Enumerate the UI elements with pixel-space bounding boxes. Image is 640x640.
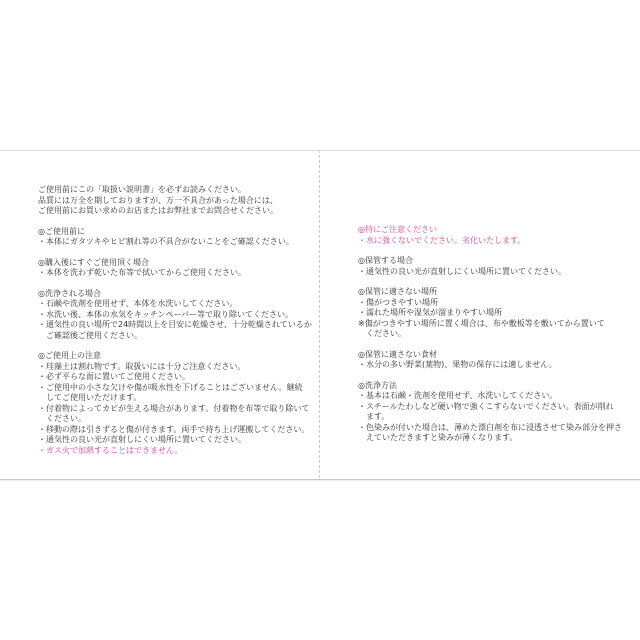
section-block <box>358 381 628 444</box>
section-block <box>358 225 628 246</box>
section-heading: ◎ご使用前に <box>38 226 85 236</box>
section-item: ・濡れた場所や湿気が溜まりやすい場所 <box>358 308 502 317</box>
section-item: ・付着物によってカビが生える場合があります。付着物を布等で取り除いて <box>38 403 310 413</box>
section-item: ・通気性の良い光が直射しにくい場所に置いてください。 <box>358 266 566 276</box>
section-heading: ◎保管する場合 <box>358 256 413 265</box>
right-column <box>358 225 628 454</box>
section-item: ・色染みが付いた場合は、薄めた漂白剤を布に浸透させて染み部分を押さ <box>358 422 622 432</box>
section-heading: ◎ご使用上の注意 <box>38 351 101 360</box>
intro-line: 品質には万全を期しておりますが、万一不具合があった場合には、 <box>38 195 278 205</box>
section-item: ・ガス火で加熱することはできません。 <box>38 445 183 455</box>
section-block <box>358 350 628 371</box>
section-item: ・通気性の良い場所で24時間以上を目安に乾燥させ、十分乾燥されているか <box>38 320 312 329</box>
section-block <box>358 256 628 277</box>
section-block <box>38 288 312 342</box>
section-item: ・珪藻土は割れ物です。取扱いには十分ご注意ください。 <box>38 361 246 371</box>
section-item: ※傷がつきやすい場所に置く場合は、布や敷板等を敷いてから置いて <box>358 318 605 328</box>
section-block <box>38 227 308 248</box>
left-column <box>38 185 312 466</box>
section-heading: ◎保管に適さない食材 <box>358 349 437 359</box>
section-item: ・水洗い後、本体の水気をキッチンペーパー等で取り除いてください。 <box>38 309 294 319</box>
section-item: ・移動の際は引きずると傷が付きます。両手で持ち上げ運搬してください。 <box>38 424 310 434</box>
section-item: ・水分の多い野菜(葉物)、果物の保存には適しません。 <box>358 360 557 369</box>
section-item: ・スチールたわしなど硬い物で強くこすらないでください。表面が削れ <box>358 401 614 411</box>
section-heading: ◎洗浄される場合 <box>38 288 101 298</box>
section-heading: ◎購入後にすぐご使用頂く場合 <box>38 257 149 267</box>
intro-paragraph <box>38 185 308 217</box>
section-item: ・本体を洗わず乾いた布等で拭いてからご使用ください。 <box>38 268 246 277</box>
section-item: ・水に強くないでください。劣化いたします。 <box>358 235 526 245</box>
section-item: ・傷がつきやすい場所 <box>358 297 438 307</box>
section-item: ・基本は石鹸・洗剤を使用せず、水洗いしてください。 <box>358 391 558 400</box>
section-item: ください。 <box>366 329 406 338</box>
section-item: ・必ず平らな面に置いてご使用ください。 <box>38 372 190 381</box>
section-block <box>38 258 308 279</box>
section-item: ・ご使用中の小さな欠けや傷が吸水性を下げることはございません。継続 <box>38 382 303 392</box>
section-block <box>358 287 628 340</box>
section-item: ご確認後ご使用ください。 <box>46 330 142 340</box>
section-item: ・本体にガタツキやヒビ割れ等の不具合がないことをご確認ください。 <box>38 237 294 246</box>
intro-line: ご使用前にこの「取扱い説明書」を必ずお読みください。 <box>38 185 246 194</box>
section-heading: ◎保管に適さない場所 <box>358 287 437 296</box>
section-heading: ◎特にご注意ください <box>358 225 437 234</box>
section-item: えていただきますと染みが薄くなります。 <box>366 433 518 442</box>
section-item: ください。 <box>46 414 86 423</box>
section-heading: ◎洗浄方法 <box>358 380 397 390</box>
section-item: してご使用いただけます。 <box>46 393 142 402</box>
fold-line <box>319 150 320 478</box>
section-item: ます。 <box>366 412 390 421</box>
section-item: ・石鹸や洗剤を使用せず、本体を水洗いしてください。 <box>38 299 238 308</box>
section-block <box>38 351 308 456</box>
intro-line: ご使用前にお買い求めのお店またはお弊社までお問合せください。 <box>38 206 278 215</box>
section-item: ・通気性の良い光が直射しにくい場所に置いてください。 <box>38 435 246 444</box>
